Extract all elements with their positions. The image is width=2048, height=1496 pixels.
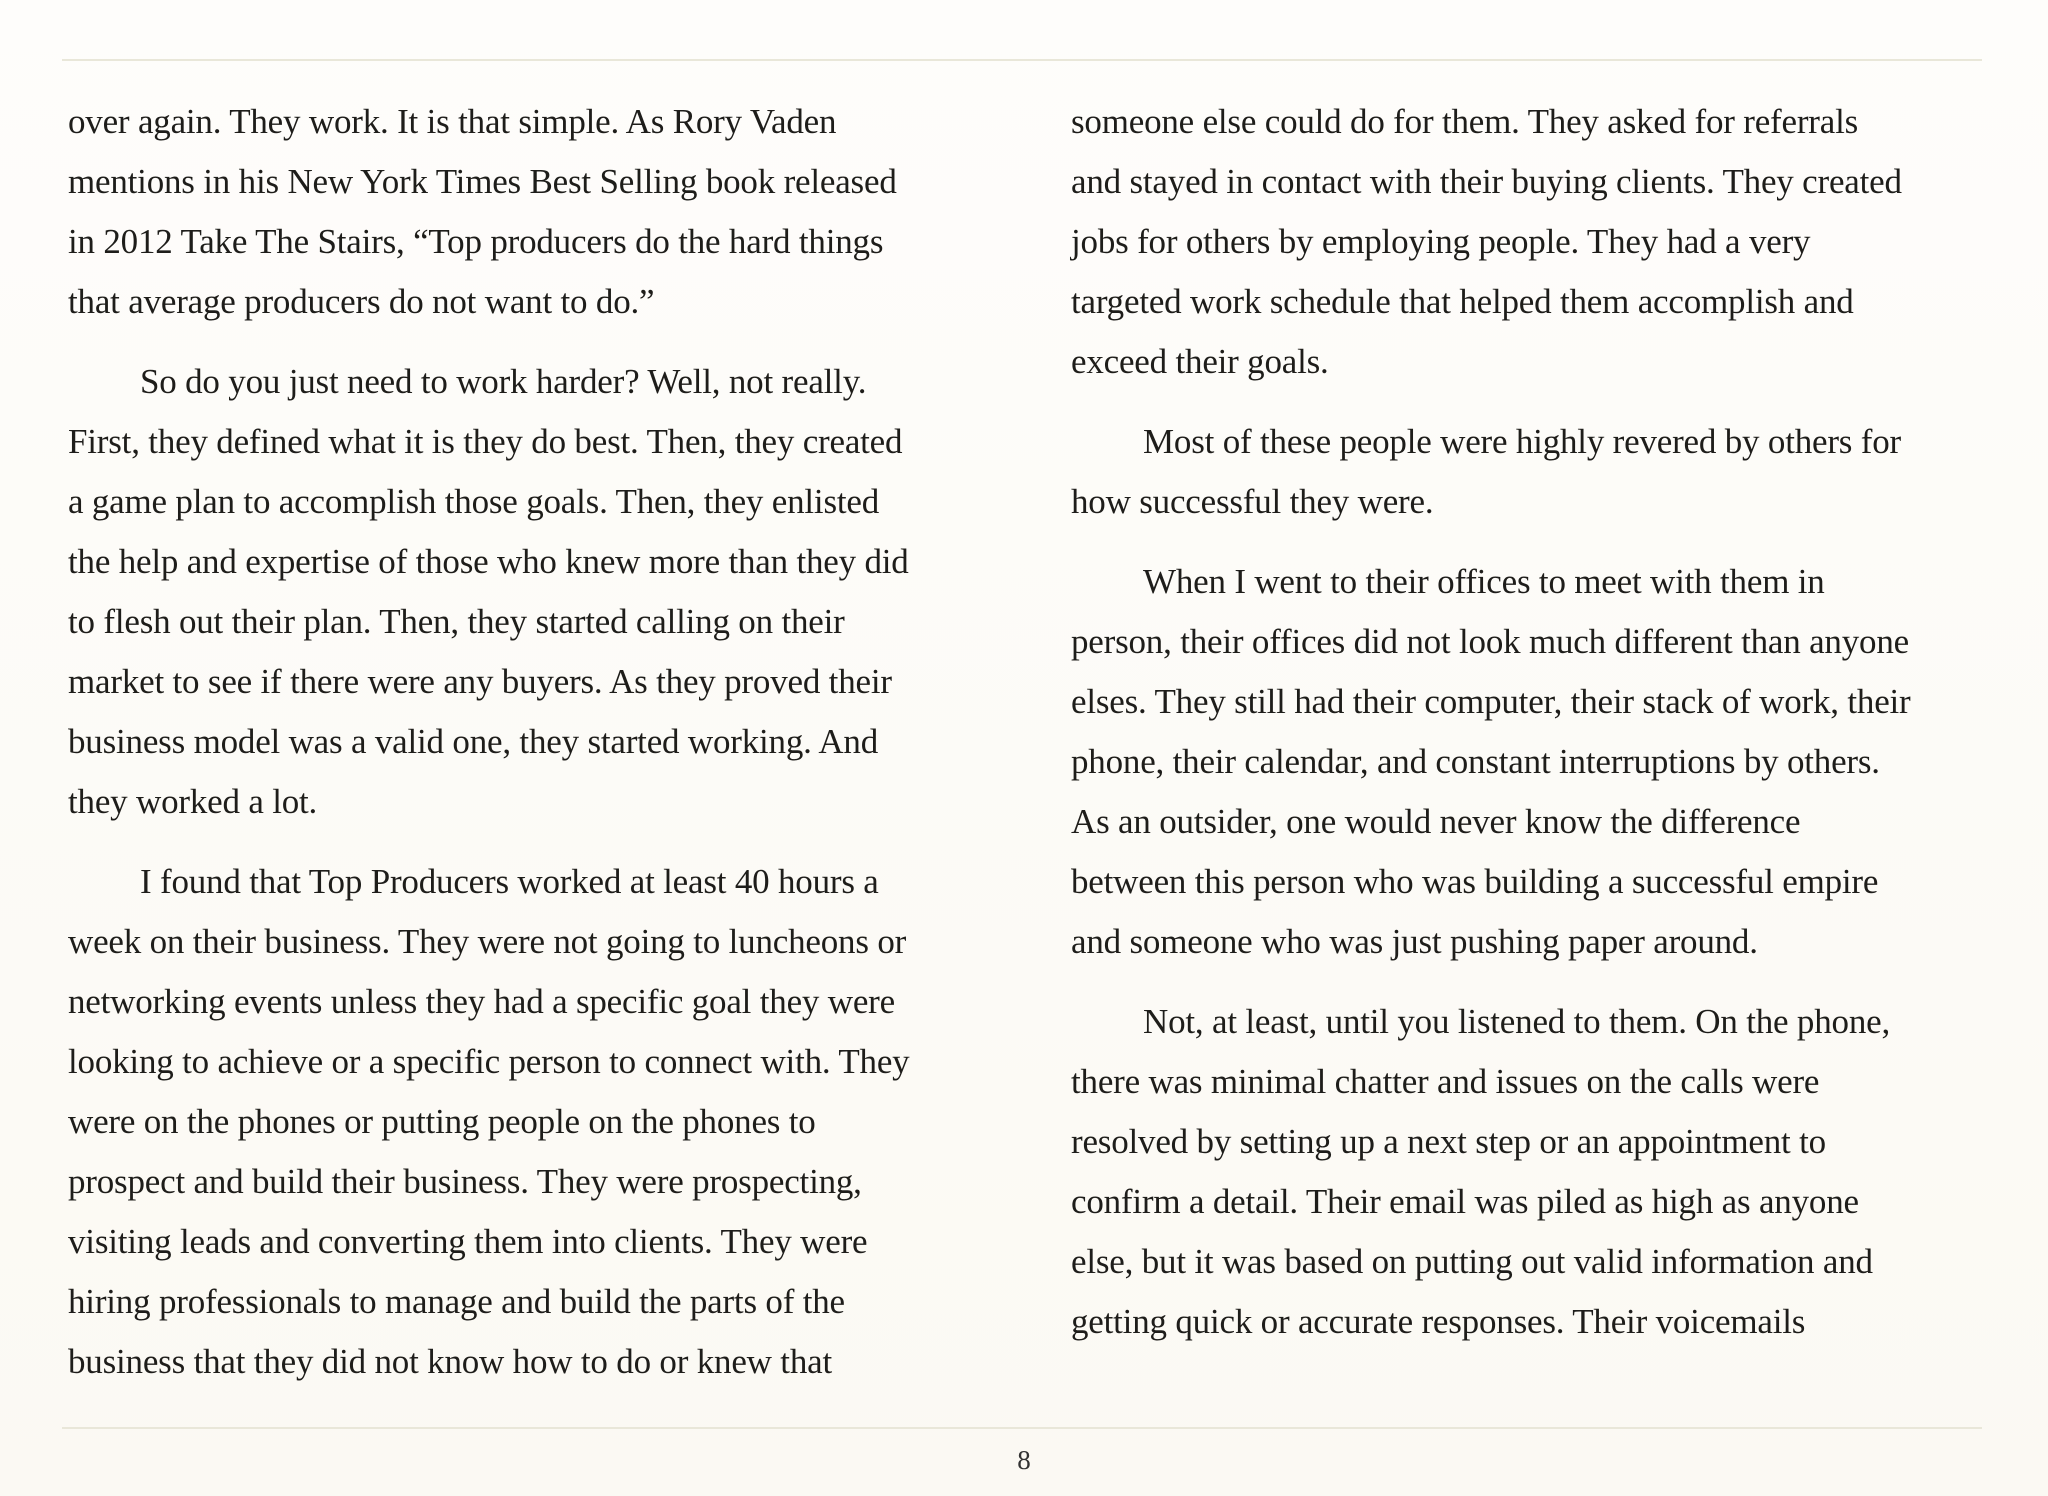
text-line: else, but it was based on putting out valid information and bbox=[1071, 1242, 1873, 1281]
text-line: phone, their calendar, and constant interruptions by others. bbox=[1071, 742, 1880, 781]
text-line: the help and expertise of those who knew more than they did bbox=[68, 542, 909, 581]
text-line: there was minimal chatter and issues on the calls were bbox=[1071, 1062, 1820, 1101]
text-line: hiring professionals to manage and build the parts of the bbox=[68, 1282, 845, 1321]
text-line: and stayed in contact with their buying clients. They created bbox=[1071, 162, 1902, 201]
text-line: targeted work schedule that helped them accomplish and bbox=[1071, 282, 1854, 321]
text-line: First, they defined what it is they do best. Then, they created bbox=[68, 422, 903, 461]
text-line: When I went to their offices to meet with them in bbox=[1143, 562, 1825, 601]
bottom-divider bbox=[62, 1427, 1982, 1429]
text-line: between this person who was building a successful empire bbox=[1071, 862, 1879, 901]
text-line: market to see if there were any buyers. As they proved their bbox=[68, 662, 892, 701]
text-line: resolved by setting up a next step or an appointment to bbox=[1071, 1122, 1826, 1161]
paragraph bbox=[1071, 552, 1989, 972]
text-line: visiting leads and converting them into clients. They were bbox=[68, 1222, 868, 1261]
text-line: they worked a lot. bbox=[68, 782, 318, 821]
text-line: Not, at least, until you listened to them. On the phone, bbox=[1143, 1002, 1891, 1041]
text-line: elses. They still had their computer, their stack of work, their bbox=[1071, 682, 1911, 721]
text-line: I found that Top Producers worked at least 40 hours a bbox=[140, 862, 879, 901]
text-line: networking events unless they had a specific goal they were bbox=[68, 982, 895, 1021]
text-line: prospect and build their business. They were prospecting, bbox=[68, 1162, 862, 1201]
text-line: confirm a detail. Their email was piled as high as anyone bbox=[1071, 1182, 1859, 1221]
text-line: to flesh out their plan. Then, they started calling on their bbox=[68, 602, 845, 641]
paragraph bbox=[68, 852, 986, 1392]
text-line: As an outsider, one would never know the difference bbox=[1071, 802, 1801, 841]
text-line: business model was a valid one, they started working. And bbox=[68, 722, 878, 761]
text-line: getting quick or accurate responses. Their voicemails bbox=[1071, 1302, 1806, 1341]
text-line: a game plan to accomplish those goals. Then, they enlisted bbox=[68, 482, 880, 521]
text-line: jobs for others by employing people. They had a very bbox=[1071, 222, 1811, 261]
paragraph bbox=[1071, 992, 1989, 1352]
text-line: looking to achieve or a specific person to connect with. They bbox=[68, 1042, 910, 1081]
text-line: over again. They work. It is that simple. As Rory Vaden bbox=[68, 102, 837, 141]
text-line: exceed their goals. bbox=[1071, 342, 1329, 381]
text-line: person, their offices did not look much different than anyone bbox=[1071, 622, 1909, 661]
text-line: in 2012 Take The Stairs, “Top producers do the hard things bbox=[68, 222, 884, 261]
left-text-column bbox=[68, 92, 986, 1412]
text-line: someone else could do for them. They asked for referrals bbox=[1071, 102, 1859, 141]
paragraph bbox=[1071, 412, 1989, 532]
right-text-column bbox=[1071, 92, 1989, 1372]
text-line: Most of these people were highly revered by others for bbox=[1143, 422, 1901, 461]
text-line: business that they did not know how to do or knew that bbox=[68, 1342, 832, 1381]
text-line: week on their business. They were not going to luncheons or bbox=[68, 922, 907, 961]
paragraph bbox=[68, 92, 986, 332]
top-divider bbox=[62, 59, 1982, 61]
paragraph bbox=[68, 352, 986, 832]
text-line: were on the phones or putting people on the phones to bbox=[68, 1102, 816, 1141]
text-line: how successful they were. bbox=[1071, 482, 1434, 521]
page-number: 8 bbox=[1017, 1445, 1031, 1475]
text-line: that average producers do not want to do.” bbox=[68, 282, 655, 321]
text-line: mentions in his New York Times Best Selling book released bbox=[68, 162, 897, 201]
text-line: So do you just need to work harder? Well, not really. bbox=[140, 362, 867, 401]
text-line: and someone who was just pushing paper around. bbox=[1071, 922, 1758, 961]
paragraph bbox=[1071, 92, 1989, 392]
